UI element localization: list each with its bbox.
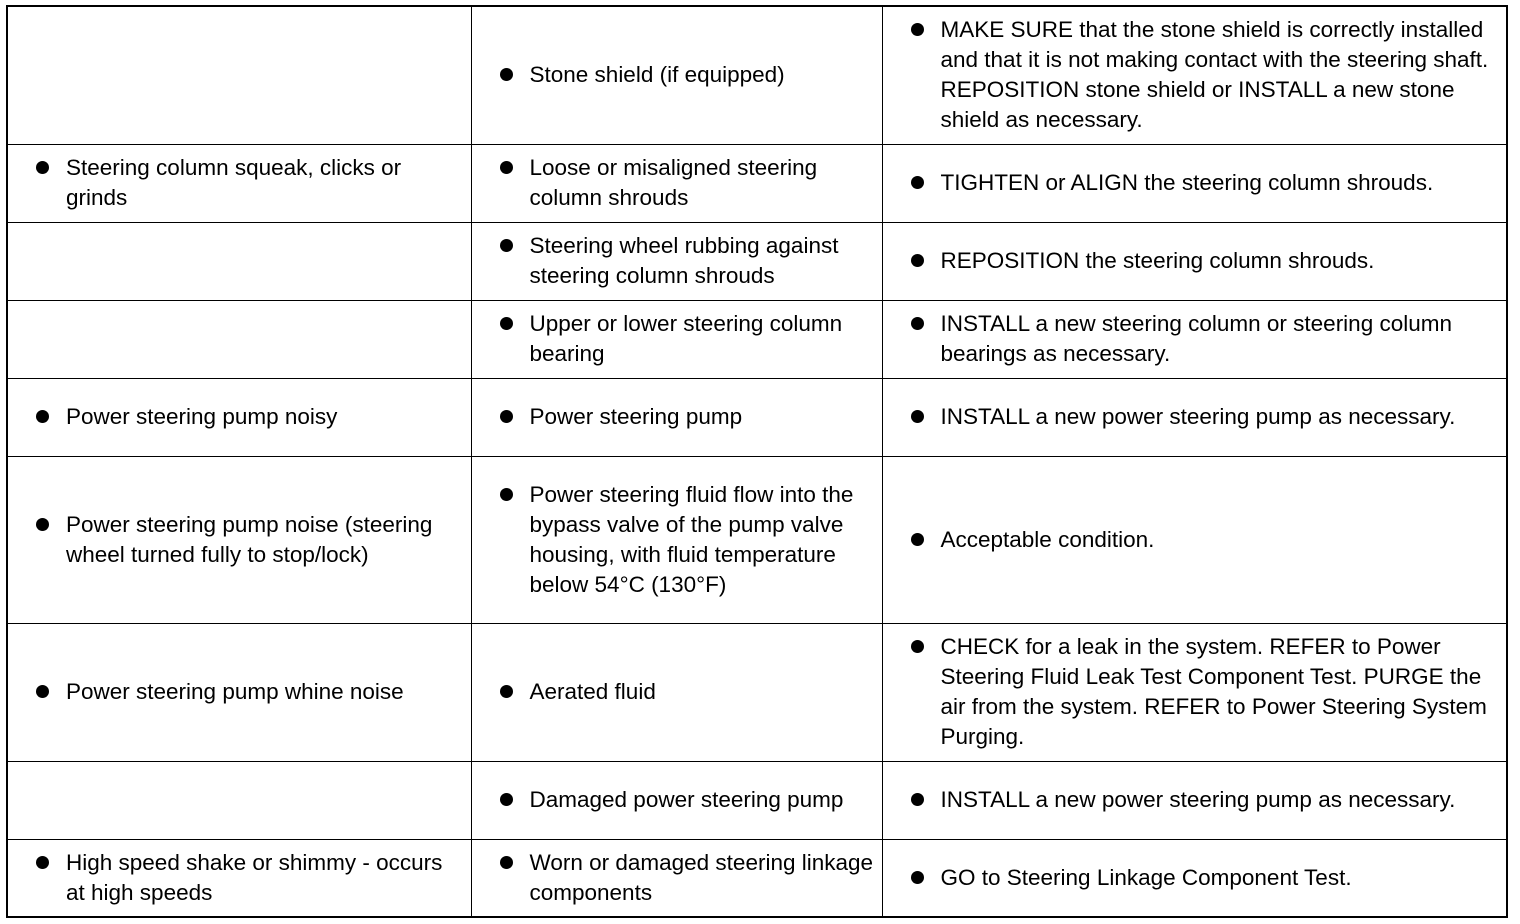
cause-cell — [471, 623, 882, 761]
condition-cell — [7, 222, 471, 300]
bullet-icon — [911, 533, 924, 546]
cause-item — [500, 677, 876, 707]
table-row — [7, 623, 1507, 761]
bullet-icon — [500, 410, 513, 423]
bullet-icon — [911, 176, 924, 189]
cause-item — [500, 848, 876, 908]
table-row — [7, 6, 1507, 144]
bullet-icon — [911, 793, 924, 806]
cause-item — [500, 309, 876, 369]
condition-item — [36, 402, 465, 432]
cause-item — [500, 480, 876, 600]
condition-cell — [7, 623, 471, 761]
condition-text: Power steering pump noise (steering wheel turned fully to stop/lock) — [66, 511, 433, 567]
symptom-chart-table — [6, 5, 1508, 918]
action-cell — [882, 623, 1507, 761]
condition-item — [36, 153, 465, 213]
bullet-icon — [36, 685, 49, 698]
cause-item — [500, 231, 876, 291]
condition-item — [36, 677, 465, 707]
bullet-icon — [500, 856, 513, 869]
bullet-icon — [36, 518, 49, 531]
cause-item — [500, 402, 876, 432]
action-item — [911, 863, 1501, 893]
table-row — [7, 456, 1507, 623]
condition-cell — [7, 378, 471, 456]
condition-item — [36, 848, 465, 908]
bullet-icon — [500, 317, 513, 330]
action-text: INSTALL a new power steering pump as necessary. — [940, 404, 1456, 429]
cause-text: Worn or damaged steering linkage components — [529, 849, 874, 905]
bullet-icon — [36, 161, 49, 174]
cause-item — [500, 153, 876, 213]
action-item — [911, 632, 1501, 752]
bullet-icon — [36, 410, 49, 423]
cause-text: Loose or misaligned steering column shrouds — [529, 155, 818, 210]
condition-item — [36, 510, 465, 570]
action-text: Acceptable condition. — [940, 526, 1155, 552]
bullet-icon — [500, 685, 513, 698]
action-text: MAKE SURE that the stone shield is correctly installed and that it is not making contact with the steering shaft. REPOSITION stone shield or INSTALL a new stone shield as necessary. — [940, 17, 1489, 133]
cause-text: Upper or lower steering column bearing — [529, 311, 843, 366]
cause-text: Steering wheel rubbing against steering column shrouds — [529, 233, 839, 288]
table-row — [7, 378, 1507, 456]
action-cell — [882, 378, 1507, 456]
table-row — [7, 300, 1507, 378]
action-item — [911, 402, 1501, 432]
action-cell — [882, 300, 1507, 378]
bullet-icon — [911, 23, 924, 36]
action-cell — [882, 6, 1507, 144]
bullet-icon — [500, 793, 513, 806]
condition-text: Power steering pump noisy — [66, 404, 338, 429]
action-text: GO to Steering Linkage Component Test. — [940, 864, 1352, 890]
bullet-icon — [500, 68, 513, 81]
condition-text: Power steering pump whine noise — [66, 679, 404, 704]
condition-cell — [7, 456, 471, 623]
table-row — [7, 839, 1507, 917]
table-row — [7, 144, 1507, 222]
cause-cell — [471, 839, 882, 917]
action-cell — [882, 222, 1507, 300]
action-item — [911, 168, 1501, 198]
action-text: REPOSITION the steering column shrouds. — [940, 248, 1375, 273]
cause-item — [500, 785, 876, 815]
condition-text: High speed shake or shimmy - occurs at high speeds — [66, 849, 443, 905]
cause-cell — [471, 378, 882, 456]
action-item — [911, 246, 1501, 276]
action-cell — [882, 839, 1507, 917]
bullet-icon — [911, 871, 924, 884]
cause-text: Aerated fluid — [529, 679, 656, 704]
action-text: CHECK for a leak in the system. REFER to Power Steering Fluid Leak Test Component Test. PURGE the air from the system. REFER to Power Steering System Purging. — [940, 634, 1487, 749]
bullet-icon — [911, 640, 924, 653]
cause-text: Power steering fluid flow into the bypass valve of the pump valve housing, with fluid temperature below 54°C (130°F) — [529, 481, 854, 597]
cause-cell — [471, 6, 882, 144]
cause-text: Damaged power steering pump — [529, 787, 844, 812]
bullet-icon — [36, 856, 49, 869]
bullet-icon — [500, 239, 513, 252]
cause-item — [500, 60, 876, 90]
cause-cell — [471, 222, 882, 300]
action-item — [911, 309, 1501, 369]
condition-text: Steering column squeak, clicks or grinds — [66, 155, 402, 210]
cause-text: Stone shield (if equipped) — [529, 62, 785, 88]
action-item — [911, 525, 1501, 555]
cause-text: Power steering pump — [529, 404, 743, 429]
bullet-icon — [911, 410, 924, 423]
bullet-icon — [500, 161, 513, 174]
table-row — [7, 222, 1507, 300]
action-text: INSTALL a new power steering pump as necessary. — [940, 787, 1456, 812]
cause-cell — [471, 761, 882, 839]
condition-cell — [7, 144, 471, 222]
condition-cell — [7, 300, 471, 378]
action-item — [911, 785, 1501, 815]
condition-cell — [7, 6, 471, 144]
condition-cell — [7, 761, 471, 839]
action-item — [911, 15, 1501, 135]
action-text: TIGHTEN or ALIGN the steering column shrouds. — [940, 170, 1434, 195]
action-cell — [882, 144, 1507, 222]
cause-cell — [471, 144, 882, 222]
bullet-icon — [911, 254, 924, 267]
action-text: INSTALL a new steering column or steering column bearings as necessary. — [940, 311, 1452, 366]
action-cell — [882, 761, 1507, 839]
action-cell — [882, 456, 1507, 623]
bullet-icon — [911, 317, 924, 330]
table-row — [7, 761, 1507, 839]
condition-cell — [7, 839, 471, 917]
bullet-icon — [500, 488, 513, 501]
cause-cell — [471, 456, 882, 623]
cause-cell — [471, 300, 882, 378]
